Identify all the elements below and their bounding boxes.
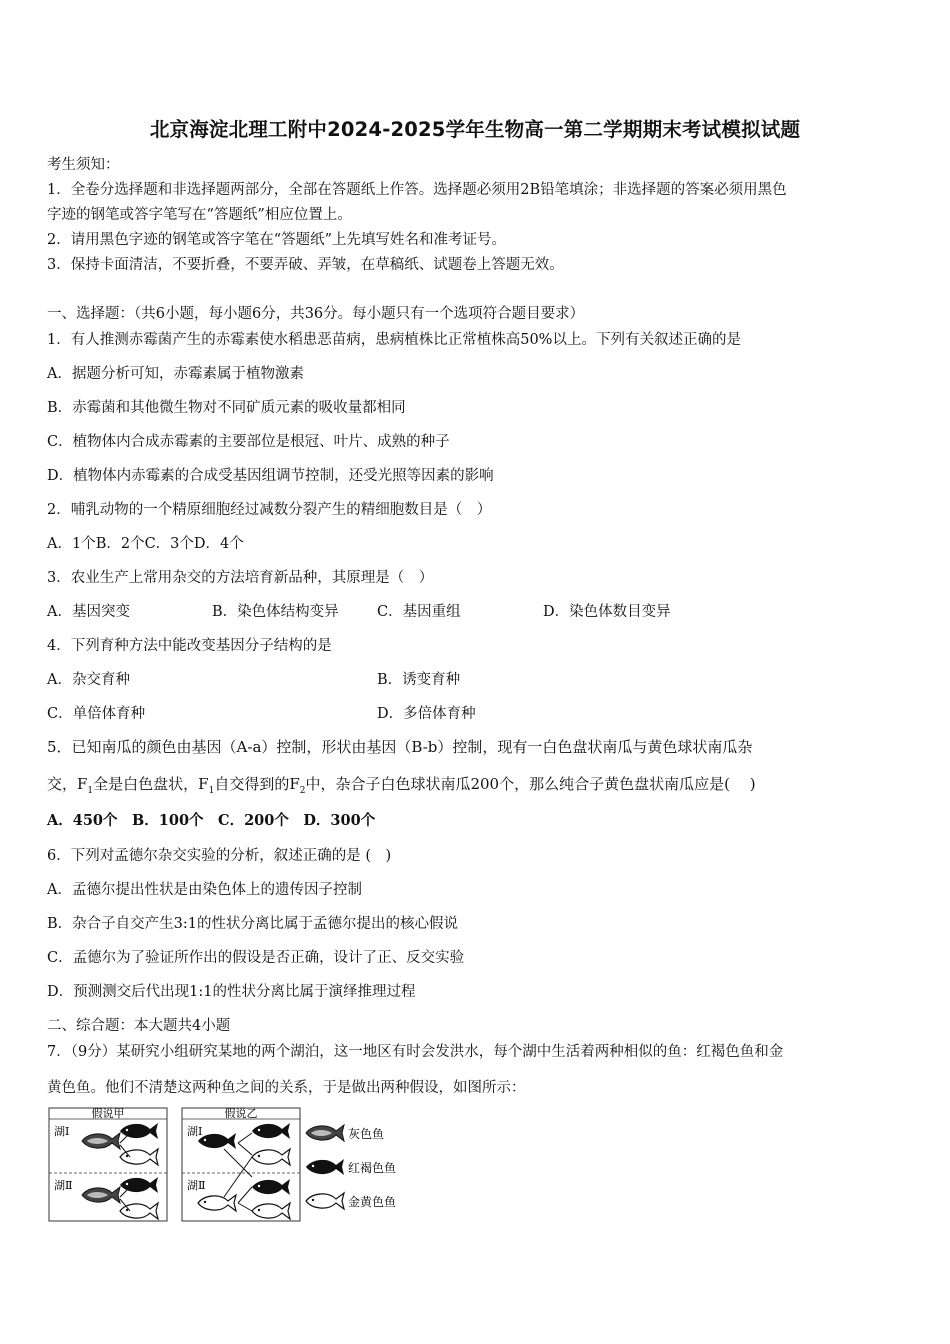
q1-option-a: A．据题分析可知，赤霉素属于植物激素 xyxy=(47,366,304,382)
q4-option-b: B．诱变育种 xyxy=(377,672,461,688)
q5-sub-1: 1 xyxy=(87,786,94,796)
notice-item-1-cont: 字迹的钢笔或答字笔写在“答题纸”相应位置上。 xyxy=(47,207,352,223)
notice-item-2: 2．请用黑色字迹的钢笔或答字笔在“答题纸”上先填写姓名和准考证号。 xyxy=(47,232,507,248)
section-1-heading: 一、选择题：（共6小题，每小题6分，共36分。每小题只有一个选项符合题目要求） xyxy=(47,306,585,322)
q5-stem-line-1: 5．已知南瓜的颜色由基因（A-a）控制，形状由基因（B-b）控制，现有一白色盘状南瓜与黄色球状南瓜杂 xyxy=(47,738,753,756)
q4-stem: 4．下列育种方法中能改变基因分子结构的是 xyxy=(47,638,332,654)
q3-option-d: D．染色体数目变异 xyxy=(543,604,671,620)
panel-b-lake-1-label: 湖Ⅰ xyxy=(187,1125,203,1138)
q3-stem: 3．农业生产上常用杂交的方法培育新品种，其原理是（ ） xyxy=(47,570,434,586)
panel-b-lake-2-label: 湖Ⅱ xyxy=(187,1179,206,1192)
legend-red-brown-label: 红褐色鱼 xyxy=(348,1161,397,1175)
legend-golden-label: 金黄色鱼 xyxy=(348,1195,397,1209)
hypothesis-figure xyxy=(48,1107,408,1223)
q3-option-b: B．染色体结构变异 xyxy=(212,604,339,620)
q5-sub-2: 1 xyxy=(208,786,215,796)
panel-hypothesis-b xyxy=(182,1107,300,1221)
legend-grey-label: 灰色鱼 xyxy=(348,1127,385,1141)
q2-options: A．1个B．2个C．3个D．4个 xyxy=(47,536,244,552)
q4-option-a: A．杂交育种 xyxy=(47,672,130,688)
legend-red-brown-fish-icon xyxy=(306,1159,344,1175)
panel-a-title: 假说甲 xyxy=(91,1107,125,1120)
legend-golden-fish-icon xyxy=(306,1193,344,1209)
q4-option-d: D．多倍体育种 xyxy=(377,706,476,722)
notice-heading: 考生须知： xyxy=(47,157,120,173)
q1-stem: 1．有人推测赤霉菌产生的赤霉素使水稻患恶苗病，患病植株比正常植株高50%以上。下列有关叙述正确的是 xyxy=(47,332,741,348)
q4-option-c: C．单倍体育种 xyxy=(47,706,146,722)
q5-text-d: 中，杂合子白色球状南瓜200个，那么纯合子黄色盘状南瓜应是( ) xyxy=(305,775,756,793)
panel-a-lake-1-label: 湖Ⅰ xyxy=(54,1125,70,1138)
panel-a-lake-2-label: 湖Ⅱ xyxy=(54,1179,73,1192)
q2-stem: 2．哺乳动物的一个精原细胞经过减数分裂产生的精细胞数目是（ ） xyxy=(47,502,492,518)
figure-legend xyxy=(306,1125,396,1209)
q6-option-b: B．杂合子自交产生3:1的性状分离比属于孟德尔提出的核心假说 xyxy=(47,916,458,932)
q5-text-a: 交，F xyxy=(47,775,88,793)
q1-option-d: D．植物体内赤霉素的合成受基因组调节控制，还受光照等因素的影响 xyxy=(47,468,494,484)
notice-item-1: 1．全卷分选择题和非选择题两部分，全部在答题纸上作答。选择题必须用2B铅笔填涂；非选择题的答案必须用黑色 xyxy=(47,182,787,198)
q5-sub-3: 2 xyxy=(299,786,306,796)
q6-option-a: A．孟德尔提出性状是由染色体上的遗传因子控制 xyxy=(47,882,362,898)
q3-option-c: C．基因重组 xyxy=(377,604,461,620)
q1-option-b: B．赤霉菌和其他微生物对不同矿质元素的吸收量都相同 xyxy=(47,400,406,416)
exam-title: 北京海淀北理工附中2024-2025学年生物高一第二学期期末考试模拟试题 xyxy=(149,118,801,141)
q5-text-b: 全是白色盘状，F xyxy=(93,775,209,793)
q6-stem: 6．下列对孟德尔杂交实验的分析，叙述正确的是 ( ) xyxy=(47,848,392,864)
q6-option-d: D．预测测交后代出现1:1的性状分离比属于演绎推理过程 xyxy=(47,984,416,1000)
section-2-heading: 二、综合题：本大题共4小题 xyxy=(47,1018,231,1034)
q3-option-a: A．基因突变 xyxy=(47,604,130,620)
q7-stem-line-1: 7．（9分）某研究小组研究某地的两个湖泊，这一地区有时会发洪水，每个湖中生活着两种相似的鱼：红褐色鱼和金 xyxy=(47,1044,784,1060)
notice-item-3: 3．保持卡面清洁，不要折叠，不要弄破、弄皱，在草稿纸、试题卷上答题无效。 xyxy=(47,257,564,273)
q5-text-c: 自交得到的F xyxy=(214,775,300,793)
legend-grey-fish-icon xyxy=(306,1125,344,1141)
q7-stem-line-2: 黄色鱼。他们不清楚这两种鱼之间的关系，于是做出两种假设，如图所示： xyxy=(47,1080,526,1096)
q1-option-c: C．植物体内合成赤霉素的主要部位是根冠、叶片、成熟的种子 xyxy=(47,434,450,450)
q5-options: A．450个 B．100个 C．200个 D．300个 xyxy=(47,812,376,829)
q5-stem-line-2 xyxy=(47,773,907,796)
panel-b-title: 假说乙 xyxy=(224,1107,258,1120)
panel-hypothesis-a xyxy=(49,1107,167,1221)
q6-option-c: C．孟德尔为了验证所作出的假设是否正确，设计了正、反交实验 xyxy=(47,950,465,966)
